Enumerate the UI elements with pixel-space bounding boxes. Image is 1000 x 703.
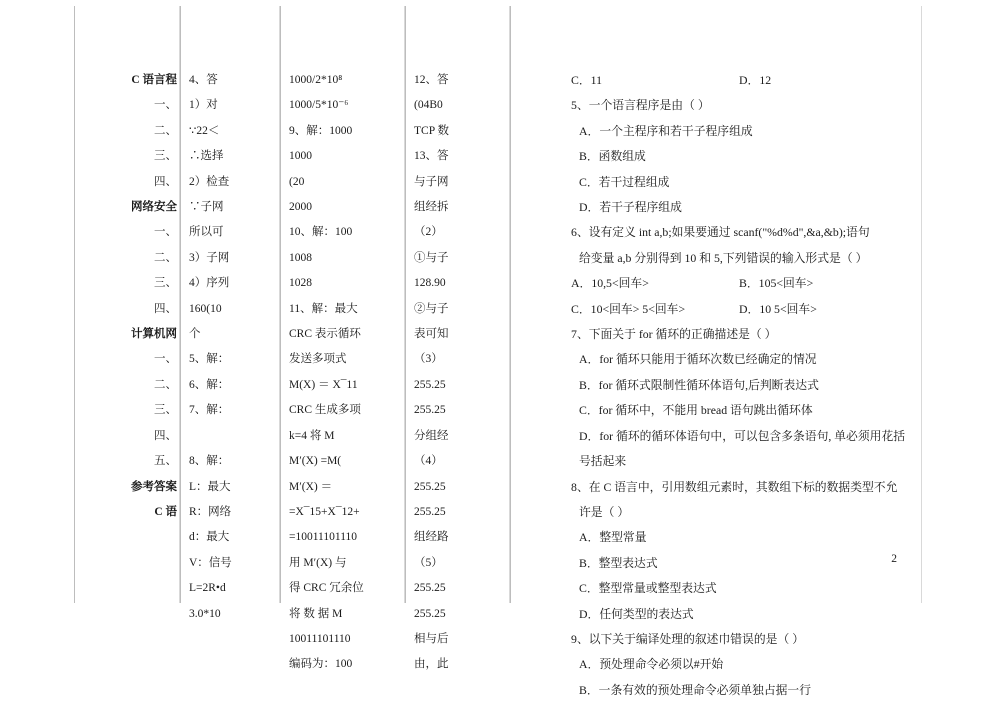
text-line: V：信号 <box>189 556 232 569</box>
answer-option: 给变量 a,b 分别得到 10 和 5,下列错误的输入形式是（ ） <box>579 250 868 265</box>
answer-option: A．整型常量 <box>579 530 647 545</box>
answer-option: B．一条有效的预处理命令必须单独占据一行 <box>579 682 812 697</box>
text-line: 7、解： <box>189 404 230 417</box>
text-line: L=2R•d <box>189 582 226 595</box>
text-line: （3） <box>414 353 443 366</box>
main-question-list <box>511 6 921 697</box>
text-line: 由，此 <box>414 658 449 671</box>
answer-option: C．for 循环中，不能用 bread 语句跳出循环体 <box>579 403 813 418</box>
text-line: 1）对 <box>189 99 218 112</box>
question-stem: 7、下面关于 for 循环的正确描述是（ ） <box>571 327 777 342</box>
answer-option: D．若干子程序组成 <box>579 200 682 215</box>
text-line: 255.25 <box>414 607 446 620</box>
question-stem: 9、以下关于编译处理的叙述巾错误的是（ ） <box>571 631 804 646</box>
text-line: 参考答案 <box>131 480 177 493</box>
text-line: 9、解：1000 <box>289 124 353 137</box>
answer-option-row <box>511 68 921 93</box>
text-line: ∴选择 <box>189 150 224 163</box>
answer-option: D．任何类型的表达式 <box>579 606 694 621</box>
text-line: 得 CRC 冗余位 <box>289 582 364 595</box>
text-line: 255.25 <box>414 480 446 493</box>
text-line: 2000 <box>289 201 312 214</box>
text-line: d：最大 <box>189 531 230 544</box>
text-line: M′(X) ＝ <box>289 480 333 493</box>
page-panel-contents <box>74 6 180 603</box>
text-line: 5、解： <box>189 353 230 366</box>
text-line: 计算机网 <box>131 328 177 341</box>
answer-option: A．一个主程序和若干子程序组成 <box>579 123 753 138</box>
text-line: 三、 <box>154 150 177 163</box>
text-line: 用 M′(X) 与 <box>289 556 347 569</box>
text-line: ∵22＜ <box>189 124 220 137</box>
text-line: 3.0*10 <box>189 607 221 620</box>
question-stem: 6、设有定义 int a,b;如果要通过 scanf("%d%d",&a,&b);语句 <box>571 225 870 240</box>
text-line: L：最大 <box>189 480 231 493</box>
answer-option: B．函数组成 <box>579 149 646 164</box>
text-line: 1000/5*10⁻⁶ <box>289 99 349 112</box>
text-line: =10011101110 <box>289 531 358 544</box>
text-line: 四、 <box>154 175 177 188</box>
answer-option: 号括起来 <box>579 454 627 469</box>
answer-option: C．若干过程组成 <box>579 174 670 189</box>
question-stem: 8、在 C 语言中，引用数组元素时，其数组下标的数据类型不允 <box>571 479 898 494</box>
text-line: （4） <box>414 455 443 468</box>
answer-option: A．预处理命令必须以#开始 <box>579 657 724 672</box>
answers-a-lines <box>181 6 279 620</box>
text-line: 三、 <box>154 404 177 417</box>
text-line: 四、 <box>154 429 177 442</box>
text-line: (04B0 <box>414 99 443 112</box>
text-line: CRC 生成多项 <box>289 404 361 417</box>
text-line: 相与后 <box>414 632 449 645</box>
text-line: 1028 <box>289 277 312 290</box>
text-line: 10011101110 <box>289 632 351 645</box>
text-line: 11、解：最大 <box>289 302 358 315</box>
answer-option: A．10,5<回车> <box>571 276 649 291</box>
text-line: 10、解：100 <box>289 226 353 239</box>
text-line: 网络安全 <box>131 201 177 214</box>
text-line: 表可知 <box>414 328 449 341</box>
question-stem: 5、一个语言程序是由（ ） <box>571 98 710 113</box>
text-line: M(X) ＝ X¯11 <box>289 378 358 391</box>
text-line: 一、 <box>154 226 177 239</box>
text-line: 二、 <box>154 251 177 264</box>
text-line: 二、 <box>154 378 177 391</box>
text-line: 所以可 <box>189 226 224 239</box>
text-line: 组经拆 <box>414 201 449 214</box>
text-line: 3）子网 <box>189 251 230 264</box>
text-line: TCP 数 <box>414 124 450 137</box>
text-line: 与子网 <box>414 175 449 188</box>
text-line: 1000/2*10⁸ <box>289 74 343 86</box>
answer-option: A．for 循环只能用于循环次数已经确定的情况 <box>579 352 817 367</box>
text-line: 12、答 <box>414 74 449 86</box>
contents-lines <box>75 6 179 603</box>
text-line: 1008 <box>289 251 312 264</box>
text-line: =X¯15+X¯12+ <box>289 505 360 518</box>
text-line: （5） <box>414 556 443 569</box>
page-panel-main <box>510 6 922 697</box>
answers-b-lines <box>281 6 404 671</box>
text-line: 四、 <box>154 302 177 315</box>
text-line: 8、解： <box>189 455 230 468</box>
text-line: 组经路 <box>414 531 449 544</box>
answer-option: B．105<回车> <box>739 276 814 291</box>
text-line: 4、答 <box>189 74 218 86</box>
text-line: 一、 <box>154 353 177 366</box>
answer-option: B．for 循环式限制性循环体语句,后判断表达式 <box>579 377 819 392</box>
text-line: 160(10 <box>189 302 222 315</box>
text-line: 4）序列 <box>189 277 230 290</box>
answer-option-row <box>511 271 921 296</box>
text-line: 1000 <box>289 150 312 163</box>
answers-c-lines <box>406 6 509 671</box>
text-line: 2）检查 <box>189 175 230 188</box>
text-line: R：网络 <box>189 505 232 518</box>
text-line: k=4 将 M <box>289 429 335 442</box>
text-line: 三、 <box>154 277 177 290</box>
page-number: 2 <box>891 553 897 565</box>
text-line: ①与子 <box>414 251 449 264</box>
text-line: ②与子 <box>414 302 449 315</box>
answer-option: D．10 5<回车> <box>739 301 817 316</box>
text-line: (20 <box>289 175 305 188</box>
text-line: M′(X) =M( <box>289 455 342 468</box>
text-line: 6、解： <box>189 378 230 391</box>
text-line: ∵子网 <box>189 201 224 214</box>
answer-option: C．10<回车> 5<回车> <box>571 301 686 316</box>
answer-option: C．整型常量或整型表达式 <box>579 581 717 596</box>
text-line: 编码为：100 <box>289 658 353 671</box>
text-line: 二、 <box>154 124 177 137</box>
text-line: 一、 <box>154 99 177 112</box>
text-line: 128.90 <box>414 277 446 290</box>
text-line: C 语 <box>154 505 177 518</box>
text-line: 255.25 <box>414 505 446 518</box>
page-panel-answers-a <box>180 6 280 620</box>
text-line: 五、 <box>154 455 177 468</box>
page-panel-answers-b <box>280 6 405 671</box>
text-line: 发送多项式 <box>289 353 347 366</box>
text-line: 255.25 <box>414 378 446 391</box>
text-line: 将 数 据 M <box>289 607 343 620</box>
text-line: 分组经 <box>414 429 449 442</box>
answer-option: D．for 循环的循环体语句中，可以包含多条语句, 单必须用花括 <box>579 428 906 443</box>
text-line: 255.25 <box>414 404 446 417</box>
text-line: C 语言程 <box>131 74 177 86</box>
text-line: 255.25 <box>414 582 446 595</box>
answer-option: B．整型表达式 <box>579 555 658 570</box>
answer-option-row <box>511 297 921 322</box>
answer-option: 许是（ ） <box>579 504 630 519</box>
answer-option: D．12 <box>739 73 772 87</box>
text-line: 个 <box>189 328 201 341</box>
page-panel-answers-c <box>405 6 510 671</box>
answer-option: C．11 <box>571 73 603 87</box>
text-line: CRC 表示循环 <box>289 328 361 341</box>
text-line: 13、答 <box>414 150 449 163</box>
text-line: （2） <box>414 226 443 239</box>
